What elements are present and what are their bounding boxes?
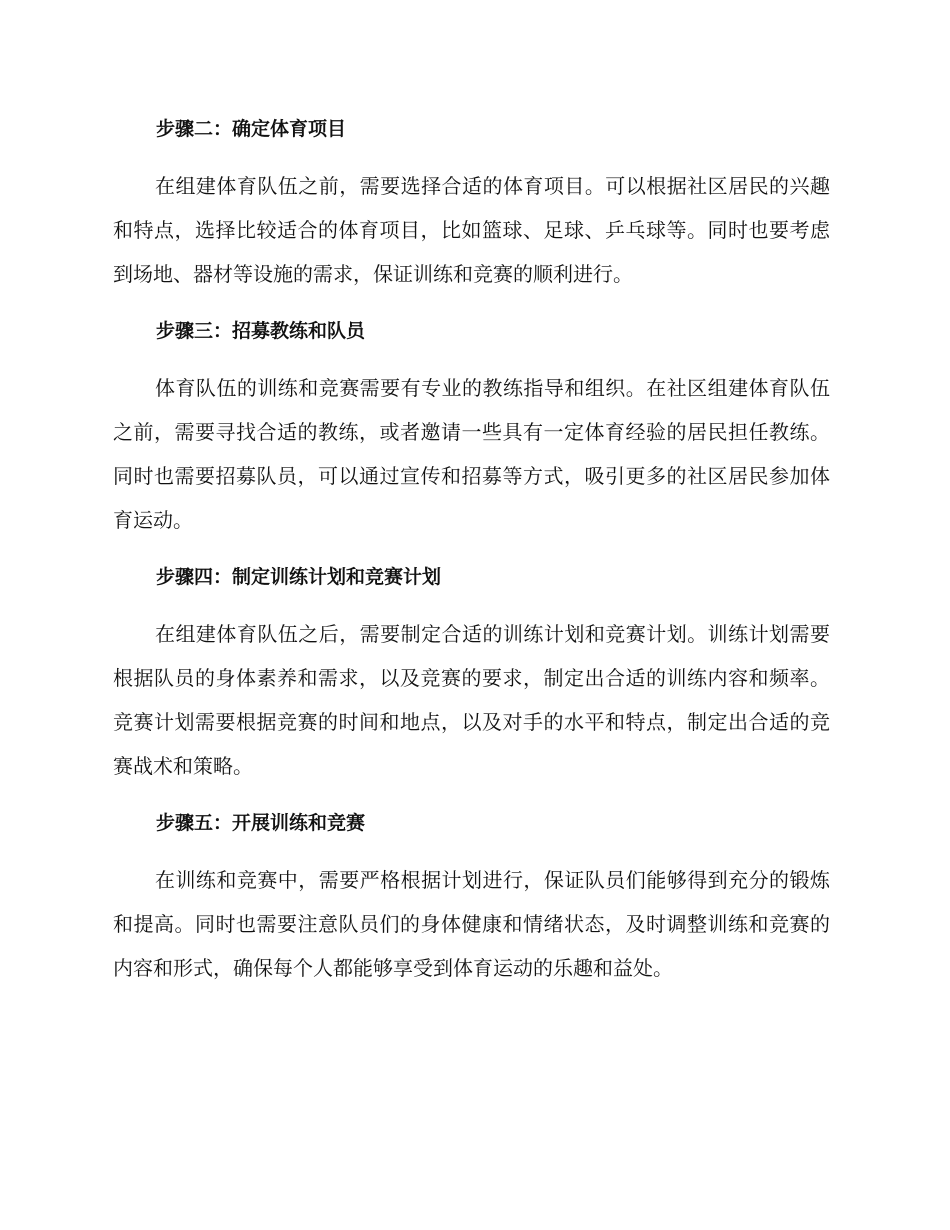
section-heading-step-2: 步骤二：确定体育项目 bbox=[156, 118, 347, 140]
section-paragraph-step-4: 在组建体育队伍之后，需要制定合适的训练计划和竞赛计划。训练计划需要根据队员的身体素养和需求，以及竞赛的要求，制定出合适的训练内容和频率。竞赛计划需要根据竞赛的时间和地点，以及对手的水平和特点，制定出合适的竞赛战术和策略。 bbox=[113, 622, 830, 778]
section-paragraph-step-2: 在组建体育队伍之前，需要选择合适的体育项目。可以根据社区居民的兴趣和特点，选择比较适合的体育项目，比如篮球、足球、乒乓球等。同时也要考虑到场地、器材等设施的需求，保证训练和竞赛的顺利进行。 bbox=[113, 174, 830, 286]
section-heading-step-4: 步骤四：制定训练计划和竞赛计划 bbox=[156, 566, 442, 588]
document-body bbox=[113, 106, 830, 1002]
section-heading-step-3: 步骤三：招募教练和队员 bbox=[156, 320, 366, 342]
section-heading-step-5: 步骤五：开展训练和竞赛 bbox=[156, 812, 366, 834]
section-paragraph-step-3: 体育队伍的训练和竞赛需要有专业的教练指导和组织。在社区组建体育队伍之前，需要寻找合适的教练，或者邀请一些具有一定体育经验的居民担任教练。同时也需要招募队员，可以通过宣传和招募等方式，吸引更多的社区居民参加体育运动。 bbox=[113, 376, 830, 532]
section-paragraph-step-5: 在训练和竞赛中，需要严格根据计划进行，保证队员们能够得到充分的锻炼和提高。同时也需要注意队员们的身体健康和情绪状态，及时调整训练和竞赛的内容和形式，确保每个人都能够享受到体育运动的乐趣和益处。 bbox=[113, 868, 830, 980]
